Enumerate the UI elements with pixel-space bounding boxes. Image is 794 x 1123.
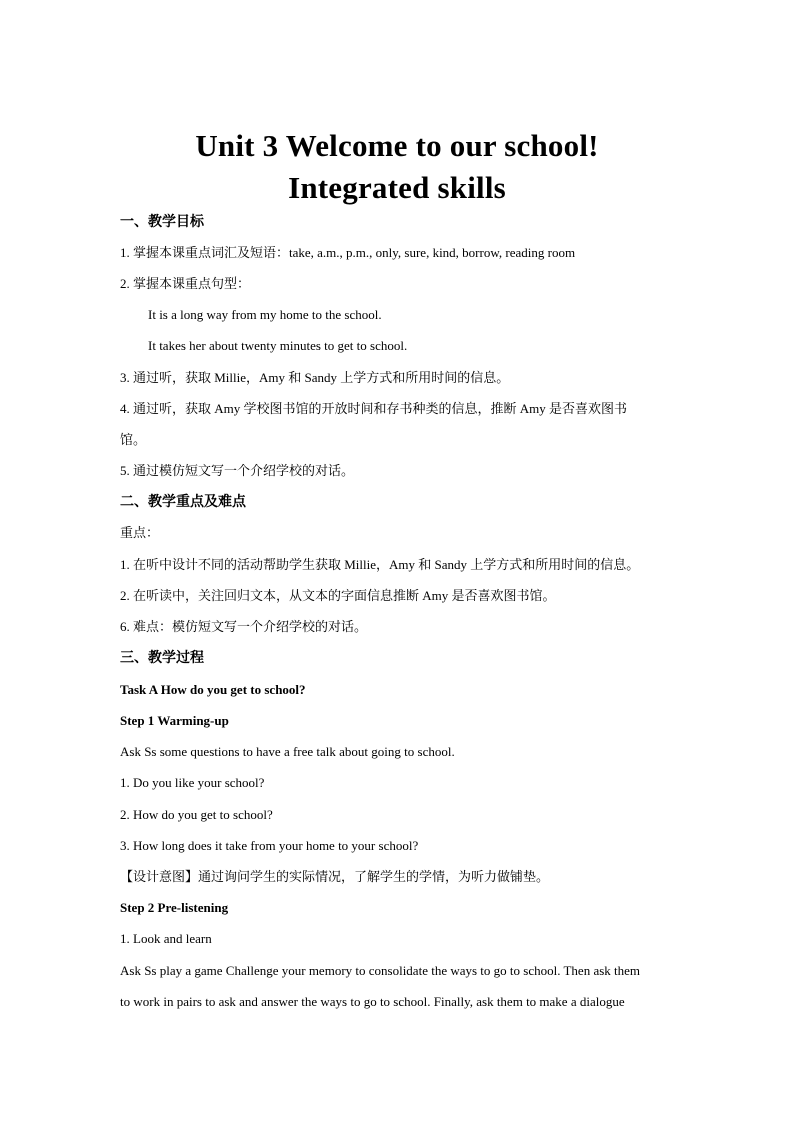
key-point-item-1: 1. 在听中设计不同的活动帮助学生获取 Millie，Amy 和 Sandy 上学方式和所用时间的信息。 xyxy=(120,557,640,572)
document-title: Unit 3 Welcome to our school! xyxy=(195,128,599,163)
question-2: 2. How do you get to school? xyxy=(120,807,273,822)
section-heading-objectives: 一、教学目标 xyxy=(120,214,204,230)
design-intent: 【设计意图】通过询问学生的实际情况，了解学生的学情，为听力做铺垫。 xyxy=(120,869,550,884)
paragraph-line-1: Ask Ss play a game Challenge your memory to consolidate the ways to go to school. Then ask them xyxy=(120,963,641,978)
document-subtitle: Integrated skills xyxy=(288,170,506,205)
objective-item-2: 2. 掌握本课重点句型： xyxy=(120,276,251,291)
key-points-label: 重点： xyxy=(120,525,160,540)
step-1-heading: Step 1 Warming-up xyxy=(120,713,229,728)
look-and-learn: 1. Look and learn xyxy=(120,931,212,946)
task-a-heading: Task A How do you get to school? xyxy=(120,682,306,697)
section-heading-process: 三、教学过程 xyxy=(120,650,204,666)
difficulty-item: 6. 难点：模仿短文写一个介绍学校的对话。 xyxy=(120,619,368,634)
key-sentence-1: It is a long way from my home to the school. xyxy=(148,307,382,322)
objective-item-3: 3. 通过听，获取 Millie，Amy 和 Sandy 上学方式和所用时间的信息。 xyxy=(120,370,510,385)
question-3: 3. How long does it take from your home to your school? xyxy=(120,838,419,853)
key-sentence-2: It takes her about twenty minutes to get to school. xyxy=(148,338,408,353)
step-2-heading: Step 2 Pre-listening xyxy=(120,900,229,915)
objective-item-1: 1. 掌握本课重点词汇及短语：take, a.m., p.m., only, sure, kind, borrow, reading room xyxy=(120,245,576,260)
key-point-item-2: 2. 在听读中，关注回归文本，从文本的字面信息推断 Amy 是否喜欢图书馆。 xyxy=(120,588,556,603)
step-1-description: Ask Ss some questions to have a free talk about going to school. xyxy=(120,744,455,759)
objective-item-4-continued: 馆。 xyxy=(120,432,147,447)
paragraph-line-2: to work in pairs to ask and answer the ways to go to school. Finally, ask them to make a dialogue xyxy=(120,994,625,1009)
section-heading-key-points: 二、教学重点及难点 xyxy=(120,494,246,510)
question-1: 1. Do you like your school? xyxy=(120,775,265,790)
objective-item-5: 5. 通过模仿短文写一个介绍学校的对话。 xyxy=(120,463,355,478)
objective-item-4: 4. 通过听，获取 Amy 学校图书馆的开放时间和存书种类的信息，推断 Amy 是否喜欢图书 xyxy=(120,401,628,416)
